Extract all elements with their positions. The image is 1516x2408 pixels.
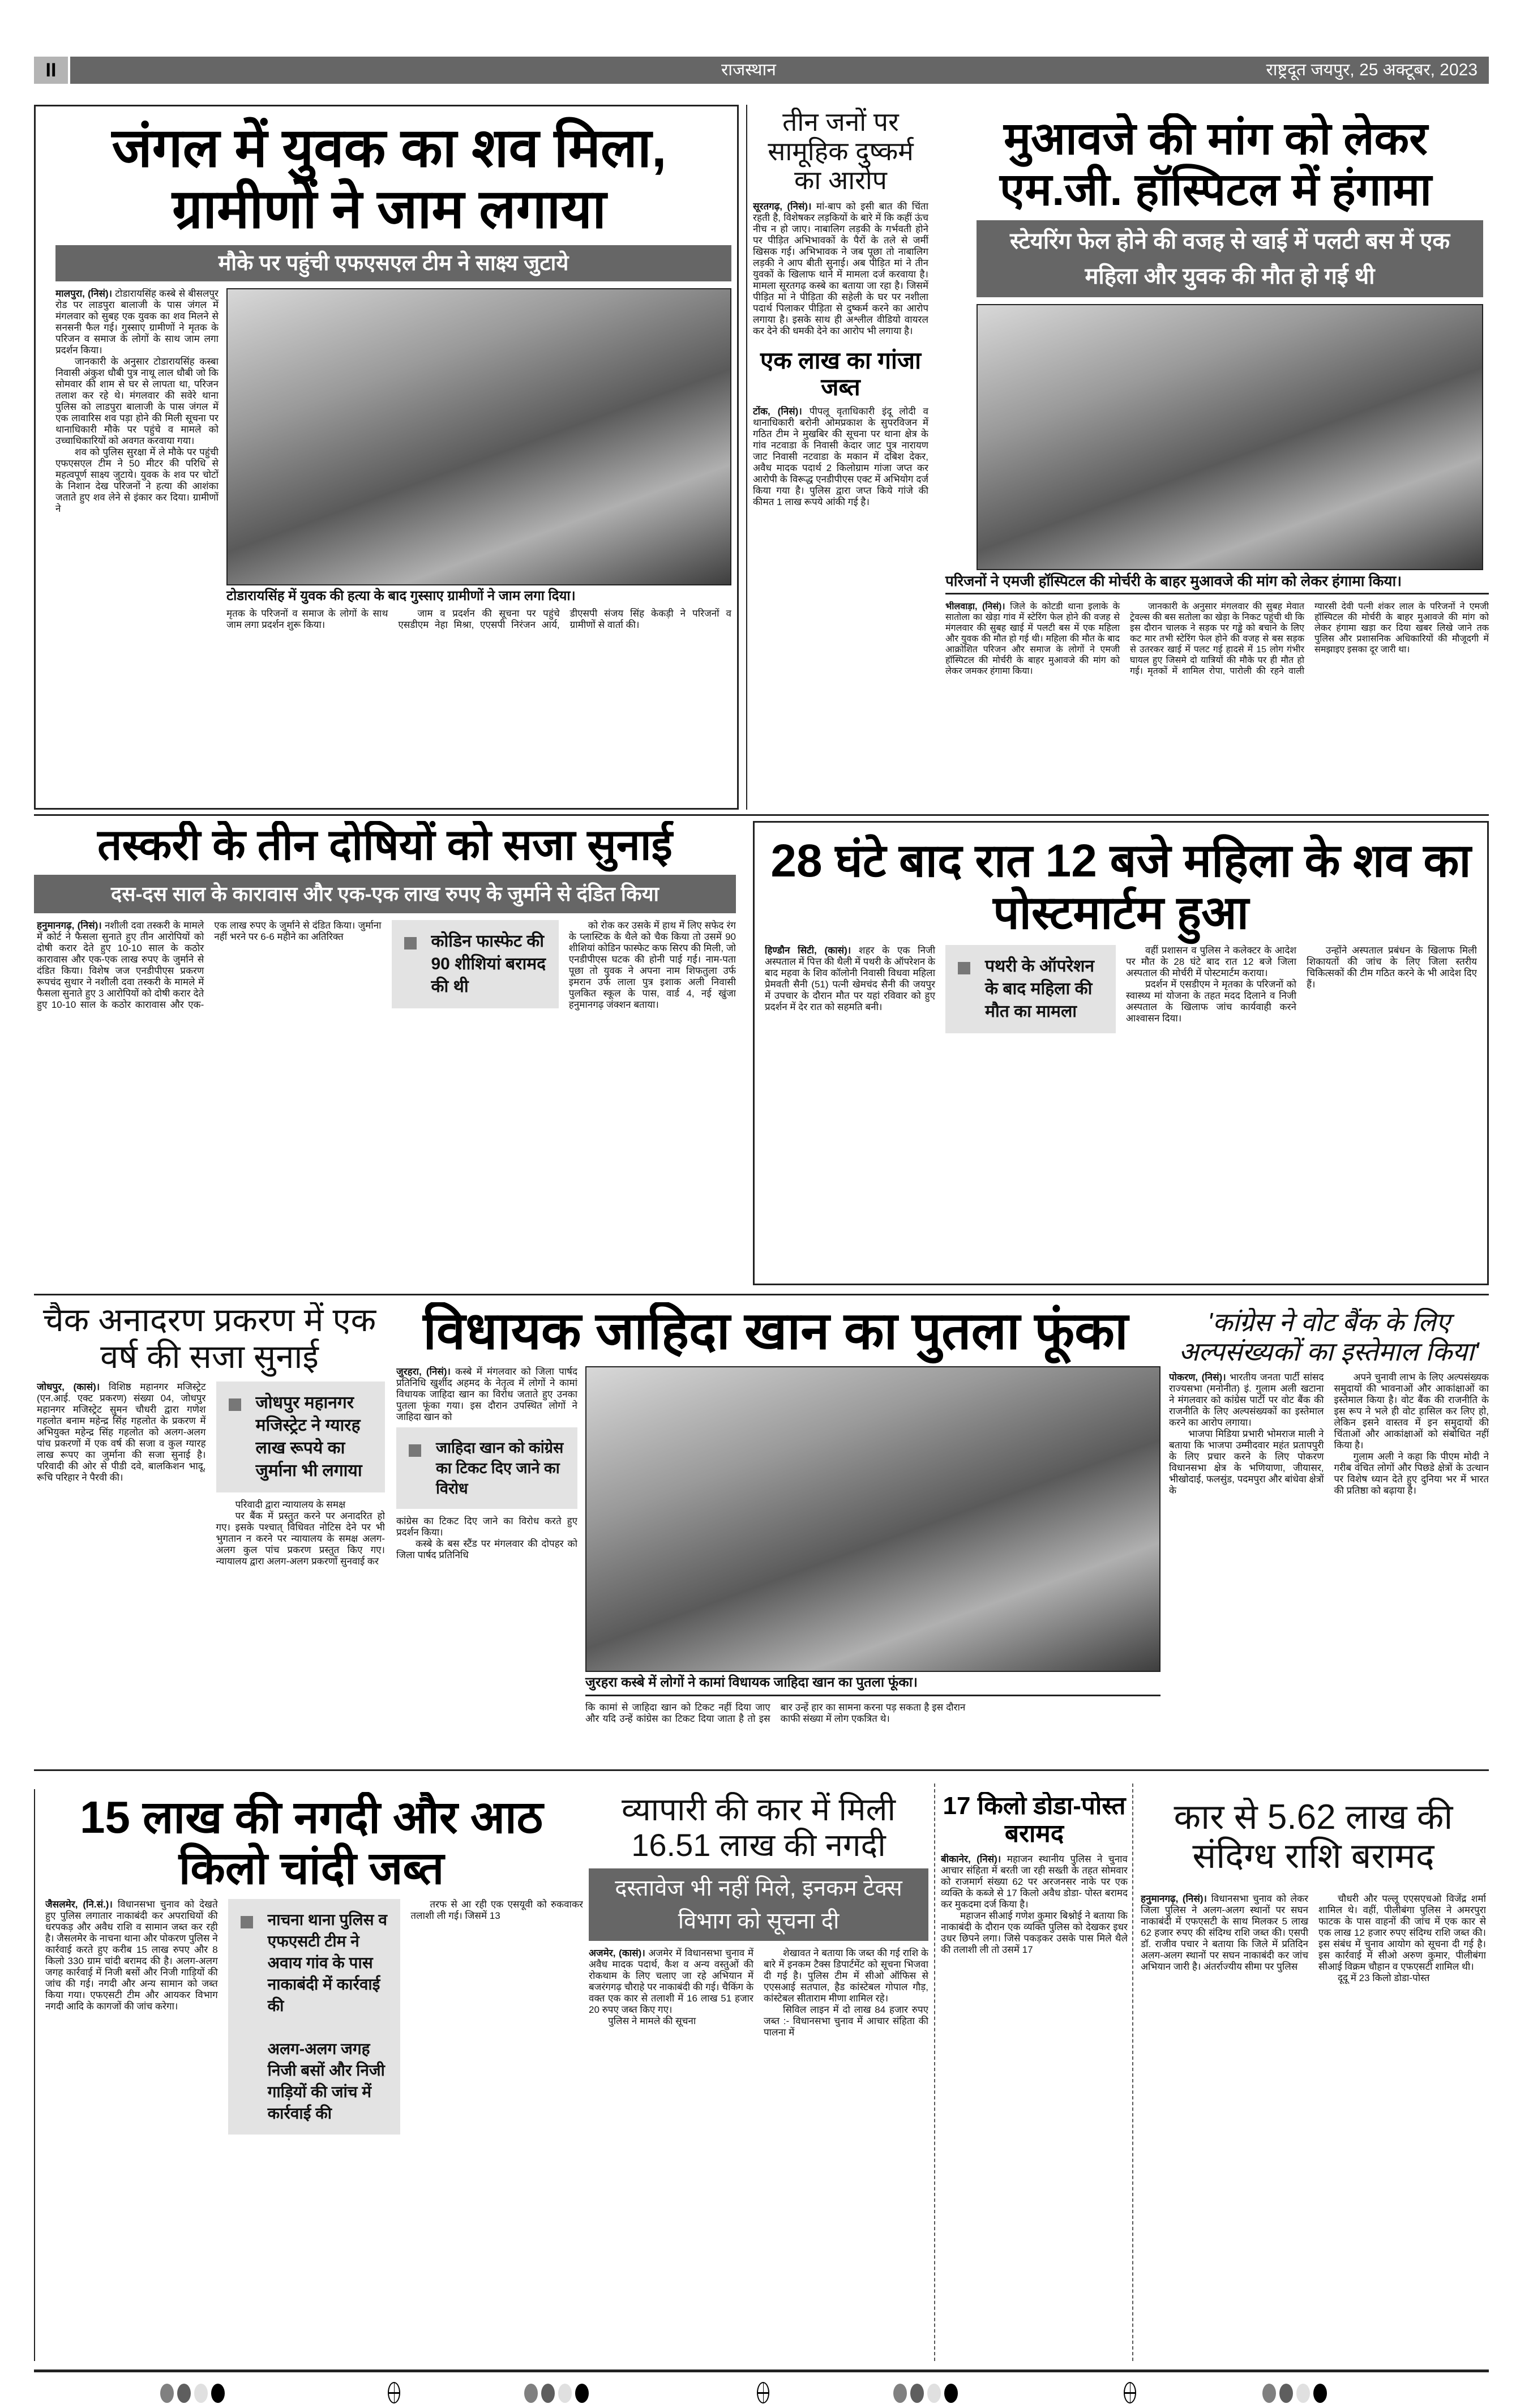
dateline: टोंक, (निसं)। xyxy=(753,405,810,417)
body-paragraph: कांग्रेस का टिकट दिए जाने का विरोध करते हुए प्रदर्शन किया। xyxy=(396,1516,577,1538)
color-registration-mark xyxy=(893,2384,958,2403)
story-body xyxy=(945,601,1489,810)
story-body xyxy=(589,1948,928,2361)
photo-caption: टोडारायसिंह में युवक की हत्या के बाद गुस्साए ग्रामीणों ने जाम लगा दिया। xyxy=(226,588,576,604)
subheadline: स्टेयरिंग फेल होने की वजह से खाई में पलटी बस में एक महिला और युवक की मौत हो गई थी xyxy=(977,220,1483,297)
body-paragraph: जाम व प्रदर्शन की सूचना पर पहुंचे एसडीएम नेहा मिश्रा, एएसपी निरंजन आर्य, डीएसपी संजय सिंह केकड़ी ने परिजनों व ग्रामीणों से वार्ता की। xyxy=(398,608,731,631)
story-content xyxy=(55,288,731,802)
highlight-text: नाचना थाना पुलिस व एफएसटी टीम ने अवाय गांव के पास नाकाबंदी में कार्रवाई की xyxy=(267,1911,387,2015)
color-registration-mark xyxy=(1262,2384,1327,2403)
section-divider xyxy=(34,814,1489,816)
page-bottom-rule xyxy=(34,2369,1489,2372)
bullet-square-icon xyxy=(229,1398,241,1411)
highlight-box xyxy=(228,1899,401,2135)
body-paragraph: सिविल लाइन में दो लाख 84 हजार रुपए जब्त :- विधानसभा चुनाव में आचार संहिता की पालना में xyxy=(764,2004,928,2038)
dateline: पोकरण, (निसं)। xyxy=(1169,1372,1230,1383)
highlight-text: कोडिन फास्फेट की 90 शीशियां बरामद की थी xyxy=(431,932,546,996)
body-paragraph: मृतक के परिजनों व समाज के लोगों के साथ जाम लगा प्रदर्शन शुरू किया। xyxy=(226,608,388,631)
dateline: जुरहरा, (निसं)। xyxy=(396,1366,456,1378)
bullet-square-icon xyxy=(409,1444,421,1457)
subheadline: दस-दस साल के कारावास और एक-एक लाख रुपए के जुर्माने से दंडित किया xyxy=(34,875,736,913)
crosshair-registration-icon xyxy=(757,2382,769,2403)
headline: व्यापारी की कार में मिली 16.51 लाख की नगदी xyxy=(622,1792,896,1863)
subheadline: मौके पर पहुंची एफएसएल टीम ने साक्ष्य जुटाये xyxy=(55,245,731,281)
story-body xyxy=(37,1382,385,1761)
body-paragraph: सूरतगढ़, (निसं)। मां-बाप को इसी बात की चिंता रहती है, विशेषकर लड़कियों के बारे में कि कहीं ऊंच नीच न हो जाए। नाबालिग लड़की के गर्भवती होने पर पीड़ित अभिभावकों के पैरों के तले से जमीं खिसक गई। अभिभावक ने जब पूछा तो नाबालिग लड़की ने आप बीती सुनाई। अब पीड़ित मां ने तीन युवकों के खिलाफ थाने में मामला दर्ज करवाया है। मामला सूरतगढ़ कस्बे का बताया जा रहा है। जिसमें पीड़ित मां ने पीड़िता की सहेली के घर पर नशीला पदार्थ पिलाकर पीड़िता से दुष्कर्म करने का आरोप लगाया है। इसके साथ ही अश्लील वीडियो वायरल कर देने की धमकी देने का आरोप भी लगाया है। xyxy=(753,200,928,336)
dateline: हनुमानगढ़, (निसं)। xyxy=(1141,1893,1211,1904)
story-body xyxy=(396,1366,577,1423)
body-paragraph: को रोक कर उसके में हाथ में लिए सफेद रंग के प्लास्टिक के थैले को चैक किया तो उसमें 90 शीशियां कोडिन फास्फेट कफ सिरप की मिली, जो एनडीपीएस घटक की होनी पाई गई। नाम-पता पूछा तो युवक ने अपना नाम शिफतुला उर्फ इमरान उर्फ लाला पुत्र इशाक अली निवासी पुलकित स्कूल के पास, वार्ड 4, नई खुंजा हनुमानगढ़ जंक्शन बताया। xyxy=(568,920,736,1011)
story-effigy xyxy=(391,1302,1160,1761)
subheadline: दस्तावेज भी नहीं मिले, इनकम टेक्स विभाग को सूचना दी xyxy=(589,1868,928,1941)
dateline: हनुमानगढ़, (निसं)। xyxy=(37,920,105,931)
photo-caption: जुरहरा कस्बे में लोगों ने कामां विधायक जाहिदा खान का पुतला फूंका। xyxy=(585,1675,918,1691)
news-photo xyxy=(585,1366,1160,1672)
body-paragraph: हिण्डौन सिटी, (कासं)। शहर के एक निजी अस्पताल में पित्त की थैली में पथरी के ऑपरेशन के बाद महवा के शिव कॉलोनी निवासी विधवा महिला प्रेमवती सैनी (51) पत्नी खेमचंद सैनी की जयपुर में उपचार के दौरान मौत पर यहां रविवार को हुए प्रदर्शन में देर रात को सहमति बनी। xyxy=(765,944,935,1012)
body-paragraph: जोधपुर, (कासं)। विशिष्ठ महानगर मजिस्ट्रेट (एन.आई. एक्ट प्रकरण) संख्या 04, जोधपुर महानगर मजिस्ट्रेट सुमन चौधरी द्वारा गणेश गहलोत बनाम महेन्द्र सिंह गहलोत के प्रकरण में अभियुक्त महेन्द्र सिंह गहलोत को अलग-अलग पांच प्रकरणों में एक वर्ष की सजा व कुल ग्यारह लाख रूपए का जुर्माना की सजा सुनाई है। परिवादी की ओर से पीडी दवे, बालकिशन भादू, रूचि परिहार ने पैरवी की। xyxy=(37,1381,206,1483)
divider xyxy=(585,1695,1160,1696)
column-divider xyxy=(34,1789,35,2361)
photo-column xyxy=(226,288,731,802)
story-content xyxy=(391,1366,1160,1761)
story-cheque xyxy=(34,1302,385,1761)
body-paragraph: जुरहरा, (निसं)। कस्बे में मंगलवार को जिला पार्षद प्रतिनिधि खुर्शीद अहमद के नेतृत्व में लोगों ने कामां विधायक जाहिदा खान का विरोध जताते हुए उनका पुतला फूंका गया। इस दौरान उपस्थित लोगों ने जाहिदा खान को xyxy=(396,1366,577,1423)
dateline: जोधपुर, (कासं)। xyxy=(37,1381,109,1392)
body-paragraph: जानकारी के अनुसार मंगलवार की सुबह मेवात ट्रेवल्स की बस सतोला का खेड़ा के निकट पहुंची थी कि इस दौरान चालक ने सड़क पर गड्ढे को बचाने के लिए कट मार तभी स्टेरिंग फेल होने की वजह से बस सड़क से उतरकर खाई में पलट गई हादसे में 15 लोग गंभीर घायल हुए जिसमे दो यात्रियों की मौके पर ही मौत हो गई। मृतकों में शामिल रोपा, पारोली की रहने वाली ग्यारसी देवी पत्नी शंकर लाल के परिजनों ने एमजी हॉस्पिटल की मोर्चरी के बाहर मुआवजे की मांग को लेकर हंगामा खड़ा कर दिया खबर लिखे जाने तक पुलिस और प्रशासनिक अधिकारियों की मौजूदगी में समझाइए इसका दूर जारी था। xyxy=(1130,602,1489,677)
highlight-box xyxy=(396,1427,577,1509)
news-photo xyxy=(977,304,1483,570)
highlight-box xyxy=(216,1382,386,1492)
photo-caption: परिजनों ने एमजी हॉस्पिटल की मोर्चरी के बाहर मुआवजे की मांग को लेकर हंगामा किया। xyxy=(945,572,1402,590)
body-paragraph: गुलाम अली ने कहा कि पीएम मोदी ने गरीब वंचित लोगों और पिछडे क्षेत्रों के उत्थान पर विशेष ध्यान देते हुए दुनिया भर में भारत की प्रतिष्ठा को बढ़ाया है। xyxy=(1334,1451,1489,1496)
story-gangrape-ganja xyxy=(753,108,928,810)
body-paragraph: हनुमानगढ़, (निसं)। नशीली दवा तस्करी के मामले में कोर्ट ने फैसला सुनाते हुए तीन आरोपियों को दोषी करार देते हुए 10-10 साल के कठोर कारावास और एक-एक लाख रुपए के जुर्माने से दंडित किया। विशेष जज एनडीपीएस प्रकरण रूपचंद सुथार ने नशीली दवा तस्करी के मामले में फैसला सुनाते हुए 3 आरोपियों को दोषी करार देते हुए 10-10 साल के कठोर कारावास और एक-एक लाख रुपए के जुर्माने से दंडित किया। जुर्माना नहीं भरने पर 6-6 महीने का अतिरिक्त xyxy=(37,920,382,1011)
dateline: सूरतगढ़, (निसं)। xyxy=(753,200,816,212)
story-smuggling xyxy=(34,821,736,1285)
story-jungle xyxy=(34,105,739,810)
headline: चैक अनादरण प्रकरण में एक वर्ष की सजा सुनाई xyxy=(42,1302,376,1375)
column-divider xyxy=(934,1783,935,2361)
dateline: जैसलमेर, (नि.सं.)। xyxy=(45,1899,118,1910)
bullet-square-icon xyxy=(958,962,970,974)
headline: एक लाख का गांजा जब्त xyxy=(760,347,921,400)
body-paragraph: कि कामां से जाहिदा खान को टिकट नहीं दिया जाए और यदि उन्हें कांग्रेस का टिकट दिया जाता है तो इस बार उन्हें हार का सामना करना पड़ सकता है इस दौरान काफी संख्या में लोग एकत्रित थे। xyxy=(585,1702,966,1725)
headline: 17 किलो डोडा-पोस्त बरामद xyxy=(943,1792,1126,1848)
story-body xyxy=(55,288,219,802)
body-paragraph: पर बैंक में प्रस्तुत करने पर अनादरित हो गए। इसके पश्चात् विधिवत नोटिस देने पर भी भुगतान न करने पर न्यायालय के समक्ष अलग-अलग कुल पांच प्रकरण प्रस्तुत किए गए। न्यायालय द्वारा अलग-अलग प्रकरणों सुनवाई कर xyxy=(216,1510,385,1567)
photo-column xyxy=(585,1366,1160,1761)
body-paragraph: पुलिस ने मामले की सूचना xyxy=(608,2016,696,2027)
story-hospital xyxy=(943,113,1489,810)
highlight-text: अलग-अलग जगह निजी बसों और निजी गाड़ियों की जांच में कार्रवाई की xyxy=(267,2040,385,2123)
story-trader xyxy=(589,1792,928,2361)
body-paragraph: जानकारी के अनुसार टोडारायसिंह कस्बा निवासी अंकुश धौबी पुत्र नाथू लाल धौबी जो कि सोमवार की शाम से घर से लापता था, परिजन तलाश कर रहे थे। मंगलवार की सवेरे थाना पुलिस को लाडपुरा बालाजी के पास जंगल में एक लावारिस शव पड़ा होने की मिली सूचना पर थानाधिकारी मौके पर पहुंचे व मामले को उच्चाधिकारियों को अवगत करवाया गया। xyxy=(55,356,219,447)
body-paragraph: पोकरण, (निसं)। भारतीय जनता पार्टी सांसद राज्यसभा (मनोनीत) इं. गुलाम अली खटाना ने मंगलवार को कांग्रेस पार्टी पर वोट बैंक की राजनीति के लिए अल्पसंख्यकों का इस्तेमाल करने का आरोप लगाया। xyxy=(1169,1372,1324,1428)
dateline: हिण्डौन सिटी, (कासं)। xyxy=(765,944,859,956)
highlight-box xyxy=(392,920,559,1008)
headline: 'कांग्रेस ने वोट बैंक के लिए अल्पसंख्यकों का इस्तेमाल किया' xyxy=(1179,1308,1479,1366)
highlight-box xyxy=(945,945,1116,1033)
body-paragraph: हनुमानगढ़, (निसं)। विधानसभा चुनाव को लेकर जिला पुलिस ने अलग-अलग स्थानों पर सघन नाकाबंदी में एफएसटी के साथ मिलकर 5 लाख 62 हजार रुपए की संदिग्ध राशि जब्त की। एसपी डॉ. राजीव पचार ने बताया कि जिले में प्रतिदिन अलग-अलग स्थानों पर सघन नाकाबंदी कर जांच अभियान जारी है। अंतर्राज्यीय सीमा पर पुलिस xyxy=(1141,1893,1309,1972)
story-body xyxy=(1141,1893,1486,2361)
headline: 28 घंटे बाद रात 12 बजे महिला के शव का पोस्टमार्टम हुआ xyxy=(770,835,1471,939)
body-paragraph: उन्होंने अस्पताल प्रबंधन के खिलाफ मिली शिकायतों की जांच के लिए जिला स्तरीय चिकित्सकों की टीम गठित करने के भी आदेश दिए हैं। xyxy=(1307,944,1477,990)
text-column xyxy=(396,1366,577,1761)
story-cash562 xyxy=(1141,1798,1486,2361)
headline: तीन जनों पर सामूहिक दुष्कर्म का आरोप xyxy=(768,108,914,195)
body-paragraph: परिवादी द्वारा न्यायालय के समक्ष xyxy=(235,1499,346,1510)
body-paragraph: वहीं प्रशासन व पुलिस ने कलेक्टर के आदेश पर मौत के 28 घंटे बाद रात 12 बजे जिला अस्पताल की मोर्चरी में पोस्टमार्टम कराया। xyxy=(1126,944,1296,978)
headline: विधायक जाहिदा खान का पुतला फूंका xyxy=(423,1302,1128,1360)
dateline: अजमेर, (कासं)। xyxy=(589,1948,649,1959)
story-body xyxy=(753,201,928,337)
crosshair-registration-icon xyxy=(388,2382,400,2403)
body-paragraph: मालपुरा, (निसं)। टोडारायसिंह कस्बे से बीसलपुर रोड पर लाडपुरा बालाजी के पास जंगल में मंगलवार को सुबह एक युवक का शव मिलने से सनसनी फैल गई। गुस्साए ग्रामीणों ने मृतक के परिजन व समाज के लोगों के साथ जाम लगा प्रदर्शन किया। xyxy=(55,288,219,356)
story-body xyxy=(1169,1372,1489,1761)
body-paragraph: कस्बे के बस स्टैंड पर मंगलवार की दोपहर को जिला पार्षद प्रतिनिधि xyxy=(396,1538,577,1561)
body-paragraph: बीकानेर, (निसं)। महाजन स्थानीय पुलिस ने चुनाव आचार संहिता में बरती जा रही सख्ती के तहत सोमवार को राजमार्ग संख्या 62 पर अरजनसर नाके पर एक व्यक्ति के कब्जे से 17 किलो अवैध डोडा- पोस्त बरामद कर मुकदमा दर्ज किया है। xyxy=(941,1853,1128,1910)
body-paragraph: शेखावत ने बताया कि जब्त की गई राशि के बारे में इनकम टैक्स डिपार्टमेंट को सूचना भिजवा दी गई है। पुलिस टीम में सीओ ऑफिस से एएसआई सतपाल, हैड कांस्टेबल गोपाल गौड़, कांस्टेबल सीताराम मीणा शामिल रहे। xyxy=(764,1948,928,2004)
headline: 15 लाख की नगदी और आठ किलो चांदी जब्त xyxy=(79,1792,543,1893)
story-body-continued xyxy=(396,1516,577,1761)
bullet-square-icon xyxy=(241,1916,253,1928)
headline: तस्करी के तीन दोषियों को सजा सुनाई xyxy=(97,821,673,869)
story-body-continued xyxy=(226,608,731,802)
body-paragraph: भाजपा मिडिया प्रभारी भोमराज माली ने बताया कि भाजपा उम्मीदवार महंत प्रतापपुरी के लिए प्रचार करने के लिए पोकरण विधानसभा क्षेत्र के भणियाणा, जीयासर, भीखोदाई, फलसुंड, पदमपुरा और बांधेवा क्षेत्रों के xyxy=(1169,1428,1324,1496)
body-paragraph: अपने चुनावी लाभ के लिए अल्पसंख्यक समुदायों की भावनाओं और आकांक्षाओं का इस्तेमाल किया है। वोट बैंक की राजनीति के इस रूप ने भले ही वोट हासिल कर लिए हो, लेकिन इसने वास्तव में इन समुदायों की चिंताओं और आकांक्षाओं को संबोधित नहीं किया है। xyxy=(1334,1372,1489,1451)
column-divider xyxy=(746,105,747,810)
highlight-text: जोधपुर महानगर मजिस्ट्रेट ने ग्यारह लाख रूपये का जुर्माना भी लगाया xyxy=(255,1393,362,1480)
story-silver xyxy=(40,1792,583,2361)
body-paragraph: भीलवाड़ा, (निसं)। जिले के कोटडी थाना इलाके के सातोला का खेड़ा गांव में स्टेरिंग फेल होने की वजह से मंगलवार की सुबह खाई में पलटी बस में एक महिला और युवक की मौत हो गई थी। महिला की मौत के बाद आक्रोशित परिजन और समाज के लोगों ने एमजी हॉस्पिटल की मोर्चरी के बाहर मुआवजे की मांग को लेकर जमकर हंगामा किया। xyxy=(945,602,1120,677)
story-body xyxy=(765,945,1477,1277)
color-registration-mark xyxy=(524,2384,589,2403)
crosshair-registration-icon xyxy=(1124,2382,1136,2403)
section-name: राजस्थान xyxy=(721,61,776,79)
highlight-text: पथरी के ऑपरेशन के बाद महिला की मौत का मामला xyxy=(985,956,1095,1021)
body-paragraph: जैसलमेर, (नि.सं.)। विधानसभा चुनाव को देखते हुए पुलिस लगातार नाकाबंदी कर अपराधियों की धरपकड़ और अवैध राशि व सामान जब्त कर रही है। जैसलमेर के नाचना थाना और पोकरण पुलिस ने कार्रवाई करते हुए करीब 15 लाख रुपए और 8 किलो 330 ग्राम चांदी बरामद की है। अलग-अलग जगह कार्रवाई में निजी बसों और निजी गाड़ियों की जांच की गई। नगदी और अन्य सामान को जब्त किया गया। एफएसटी टीम और आयकर विभाग नगदी आदि के कागजों की जांच करेगा। xyxy=(45,1899,218,2012)
body-paragraph: दूदू में 23 किलो डोडा-पोस्त xyxy=(1338,1972,1430,1983)
story-body xyxy=(941,1854,1128,2361)
highlight-text: जाहिदा खान को कांग्रेस का टिकट दिए जाने का विरोध xyxy=(436,1439,564,1498)
newspaper-dateline: राष्ट्रदूत जयपुर, 25 अक्टूबर, 2023 xyxy=(1266,61,1478,79)
dateline: बीकानेर, (निसं)। xyxy=(941,1853,1007,1864)
body-paragraph: चौधरी और पल्लू एएसएचओ विजेंद्र शर्मा शामिल थे। वहीं, पीलीबंगा पुलिस ने अमरपुरा फाटक के पास वाहनों की जांच में एक कार से एक लाख 12 हजार रुपए संदिग्ध राशि जब्त की। इस संबंध में चुनाव आयोग को सूचना दी गई है। इस कार्रवाई में सीओ अरुण कुमार, पीलीबंगा सीआई विक्रम चौहान व एफएसटी शामिल थी। xyxy=(1318,1893,1486,1972)
story-doda xyxy=(941,1792,1128,2361)
body-paragraph: अजमेर, (कासं)। अजमेर में विधानसभा चुनाव में अवैध मादक पदार्थ, कैश व अन्य वस्तुओं की रोकथाम के लिए चलाए जा रहे अभियान में बजरंगगढ़ चौराहे पर नाकाबंदी की गई। चैकिंग के वक्त एक कार से तलाशी में 16 लाख 51 हजार 20 रुपए जब्त किए गए। xyxy=(589,1948,754,2016)
story-postmortem xyxy=(753,821,1489,1285)
body-paragraph: महाजन सीआई गणेश कुमार बिश्नोई ने बताया कि नाकाबंदी के दौरान एक व्यक्ति पुलिस को देखकर इधर उधर छिपने लगा। जिसे पकड़कर उसके पास मिले थैले की तलाशी ली तो उसमें 17 xyxy=(941,1910,1128,1955)
dateline: मालपुरा, (निसं)। xyxy=(55,288,115,300)
body-paragraph: टोंक, (निसं)। पीपलू वृताधिकारी इंदू लोदी व थानाधिकारी बरोनी ओमप्रकाश के सुपरविजन में गठित टीम ने मुखबिर की सूचना पर थाना क्षेत्र के गांव नटवाडा के निवासी केदार जाट पुत्र नारायण जाट निवासी नटवाडा के मकान में दबिश देकर, अवैध मादक पदार्थ 2 किलोग्राम गांजा जप्त कर आरोपी के विरूद्ध एनडीपीएस एक्ट में अभियोग दर्ज किया गया है। पुलिस द्वारा जप्त किये गांजे की कीमत 1 लाख रूपये आंकी गई है। xyxy=(753,405,928,507)
headline: जंगल में युवक का शव मिला, ग्रामीणों ने जाम लगाया xyxy=(112,118,667,239)
page-header-bar xyxy=(70,57,1489,84)
body-paragraph: प्रदर्शन में एसडीएम ने मृतका के परिजनों को स्वास्थ्य मां योजना के तहत मदद दिलाने व निजी अस्पताल के खिलाफ जांच कार्यवाही करने आश्वासन दिया। xyxy=(1126,978,1296,1024)
headline: मुआवजे की मांग को लेकर एम.जी. हॉस्पिटल में हंगामा xyxy=(1000,113,1432,215)
bullet-square-icon xyxy=(404,937,417,949)
story-body xyxy=(45,1899,583,2361)
page-number: II xyxy=(34,57,68,84)
section-divider xyxy=(34,1294,1489,1295)
story-body xyxy=(37,920,736,1285)
divider xyxy=(945,593,1489,594)
story-votebank xyxy=(1169,1308,1489,1761)
section-divider xyxy=(34,1769,1489,1771)
column-divider xyxy=(1132,1783,1133,2361)
story-body-continued xyxy=(585,1702,1160,1761)
story-body xyxy=(753,406,928,810)
body-paragraph: शव को पुलिस सुरक्षा में ले मौके पर पहुंची एफएसएल टीम ने 50 मीटर की परिधि से महत्वपूर्ण साक्ष्य जुटाये। युवक के शव पर चोटों के निशान देख परिजनों ने हत्या की आशंका जताते हुए शव लेने से इंकार कर दिया। ग्रामीणों ने xyxy=(55,447,219,515)
headline: कार से 5.62 लाख की संदिग्ध राशि बरामद xyxy=(1174,1798,1453,1876)
news-photo xyxy=(226,288,731,585)
color-registration-mark xyxy=(160,2384,225,2403)
body-paragraph: तरफ से आ रही एक एसयूवी को रुकवाकर तलाशी ली गई। जिसमें 13 xyxy=(410,1899,583,1922)
dateline: भीलवाड़ा, (निसं)। xyxy=(945,602,1010,612)
